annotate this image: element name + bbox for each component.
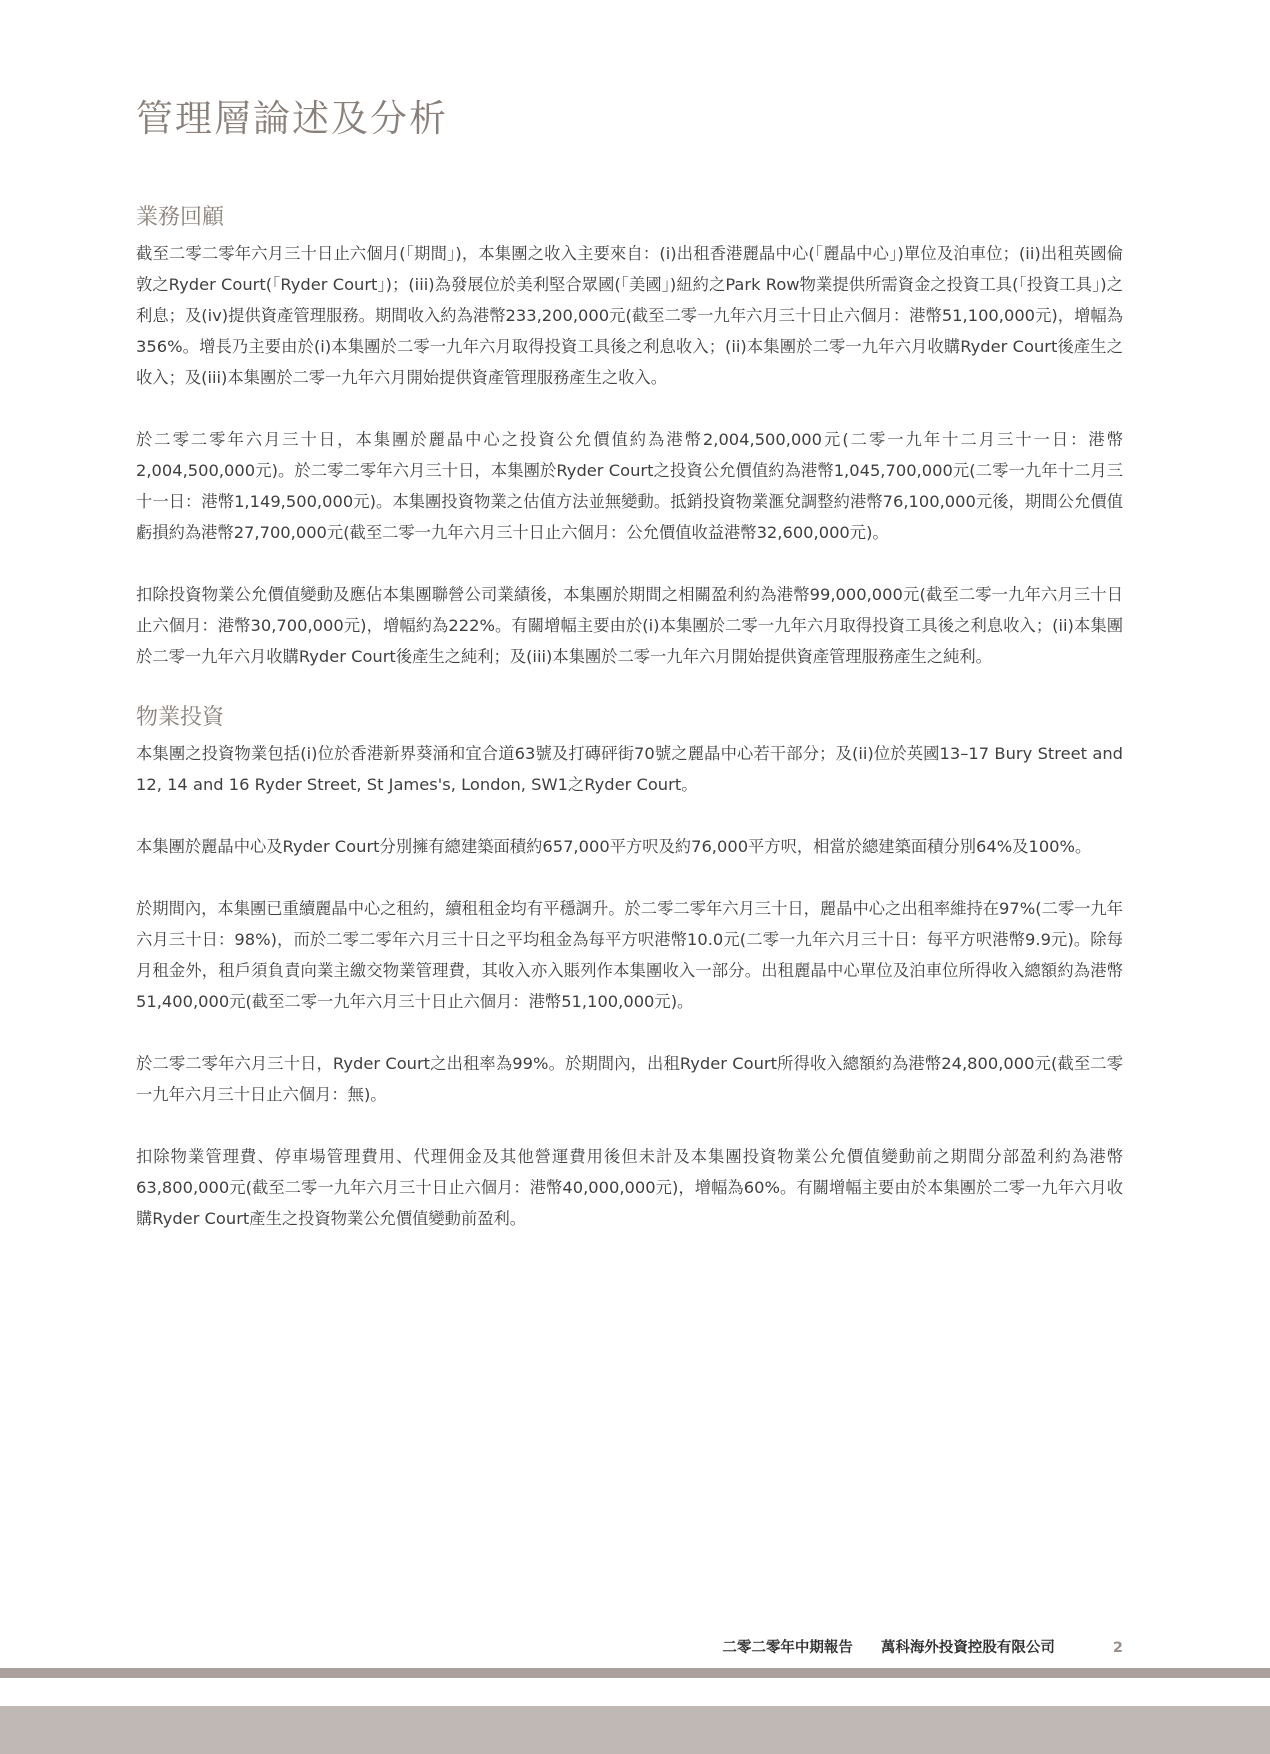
- paragraph-gross-floor-area: 本集團於麗晶中心及Ryder Court分別擁有總建築面積約657,000平方呎及約76,000平方呎，相當於總建築面積分別64%及100%。: [136, 837, 1092, 856]
- paragraph-underlying-profit: 扣除投資物業公允價值變動及應佔本集團聯營公司業績後，本集團於期間之相關盈利約為港幣99,000,000元(截至二零一九年六月三十日止六個月：港幣30,700,000元)，增幅約為222%。有關增幅主要由於(i)本集團於二零一九年六月取得投資工具後之利息收入；(ii)本集團於二零一九年六月收購Ryder Court後產生之純利；及(iii)本集團於二零一九年六月開始提供資產管理服務產生之純利。: [136, 585, 1123, 666]
- page-title: 管理層論述及分析: [136, 97, 448, 140]
- footer-report-name: 二零二零年中期報告: [722, 1640, 853, 1656]
- section-heading-property-investment: 物業投資: [136, 705, 225, 730]
- main-content: [136, 200, 1123, 1234]
- footer-band-thick: [0, 1706, 1270, 1754]
- paragraph-revenue: 截至二零二零年六月三十日止六個月(「期間」)，本集團之收入主要來自：(i)出租香港麗晶中心(「麗晶中心」)單位及泊車位；(ii)出租英國倫敦之Ryder Court(「Ryder Court」)；(iii)為發展位於美利堅合眾國(「美國」)紐約之Park Row物業提供所需資金之投資工具(「投資工具」)之利息；及(iv)提供資產管理服務。期間收入約為港幣233,200,000元(截至二零一九年六月三十日止六個月：港幣51,100,000元)，增幅為356%。增長乃主要由於(i)本集團於二零一九年六月取得投資工具後之利息收入；(ii)本集團於二零一九年六月收購Ryder Court後產生之收入；及(iii)本集團於二零一九年六月開始提供資產管理服務產生之收入。: [136, 244, 1123, 387]
- section-heading-business-review: 業務回顧: [136, 205, 225, 230]
- paragraph-regent-centre-leasing: 於期間內，本集團已重續麗晶中心之租約，續租租金均有平穩調升。於二零二零年六月三十日，麗晶中心之出租率維持在97%(二零一九年六月三十日：98%)，而於二零二零年六月三十日之平均租金為每平方呎港幣10.0元(二零一九年六月三十日：每平方呎港幣9.9元)。除每月租金外，租戶須負責向業主繳交物業管理費，其收入亦入賬列作本集團收入一部分。出租麗晶中心單位及泊車位所得收入總額約為港幣51,400,000元(截至二零一九年六月三十日止六個月：港幣51,100,000元)。: [136, 899, 1123, 1011]
- paragraph-ryder-court-occupancy: 於二零二零年六月三十日，Ryder Court之出租率為99%。於期間內，出租Ryder Court所得收入總額約為港幣24,800,000元(截至二零一九年六月三十日止六個月：無)。: [136, 1054, 1123, 1104]
- page-footer: [722, 1636, 1123, 1657]
- footer-company-name: 萬科海外投資控股有限公司: [880, 1640, 1055, 1656]
- page-number: 2: [1112, 1640, 1123, 1656]
- paragraph-segment-profit: 扣除物業管理費、停車場管理費用、代理佣金及其他營運費用後但未計及本集團投資物業公允價值變動前之期間分部盈利約為港幣63,800,000元(截至二零一九年六月三十日止六個月：港幣40,000,000元)，增幅為60%。有關增幅主要由於本集團於二零一九年六月收購Ryder Court產生之投資物業公允價值變動前盈利。: [136, 1147, 1123, 1228]
- footer-band-thin: [0, 1668, 1270, 1678]
- paragraph-investment-properties: 本集團之投資物業包括(i)位於香港新界葵涌和宜合道63號及打磚砰街70號之麗晶中心若干部分；及(ii)位於英國13–17 Bury Street and 12, 14 and 16 Ryder Street, St James's, London, SW1之Ryder Court。: [136, 744, 1123, 794]
- paragraph-fair-value: 於二零二零年六月三十日，本集團於麗晶中心之投資公允價值約為港幣2,004,500,000元(二零一九年十二月三十一日：港幣2,004,500,000元)。於二零二零年六月三十日，本集團於Ryder Court之投資公允價值約為港幣1,045,700,000元(二零一九年十二月三十一日：港幣1,149,500,000元)。本集團投資物業之估值方法並無變動。抵銷投資物業滙兌調整約港幣76,100,000元後，期間公允價值虧損約為港幣27,700,000元(截至二零一九年六月三十日止六個月：公允價值收益港幣32,600,000元)。: [136, 430, 1123, 542]
